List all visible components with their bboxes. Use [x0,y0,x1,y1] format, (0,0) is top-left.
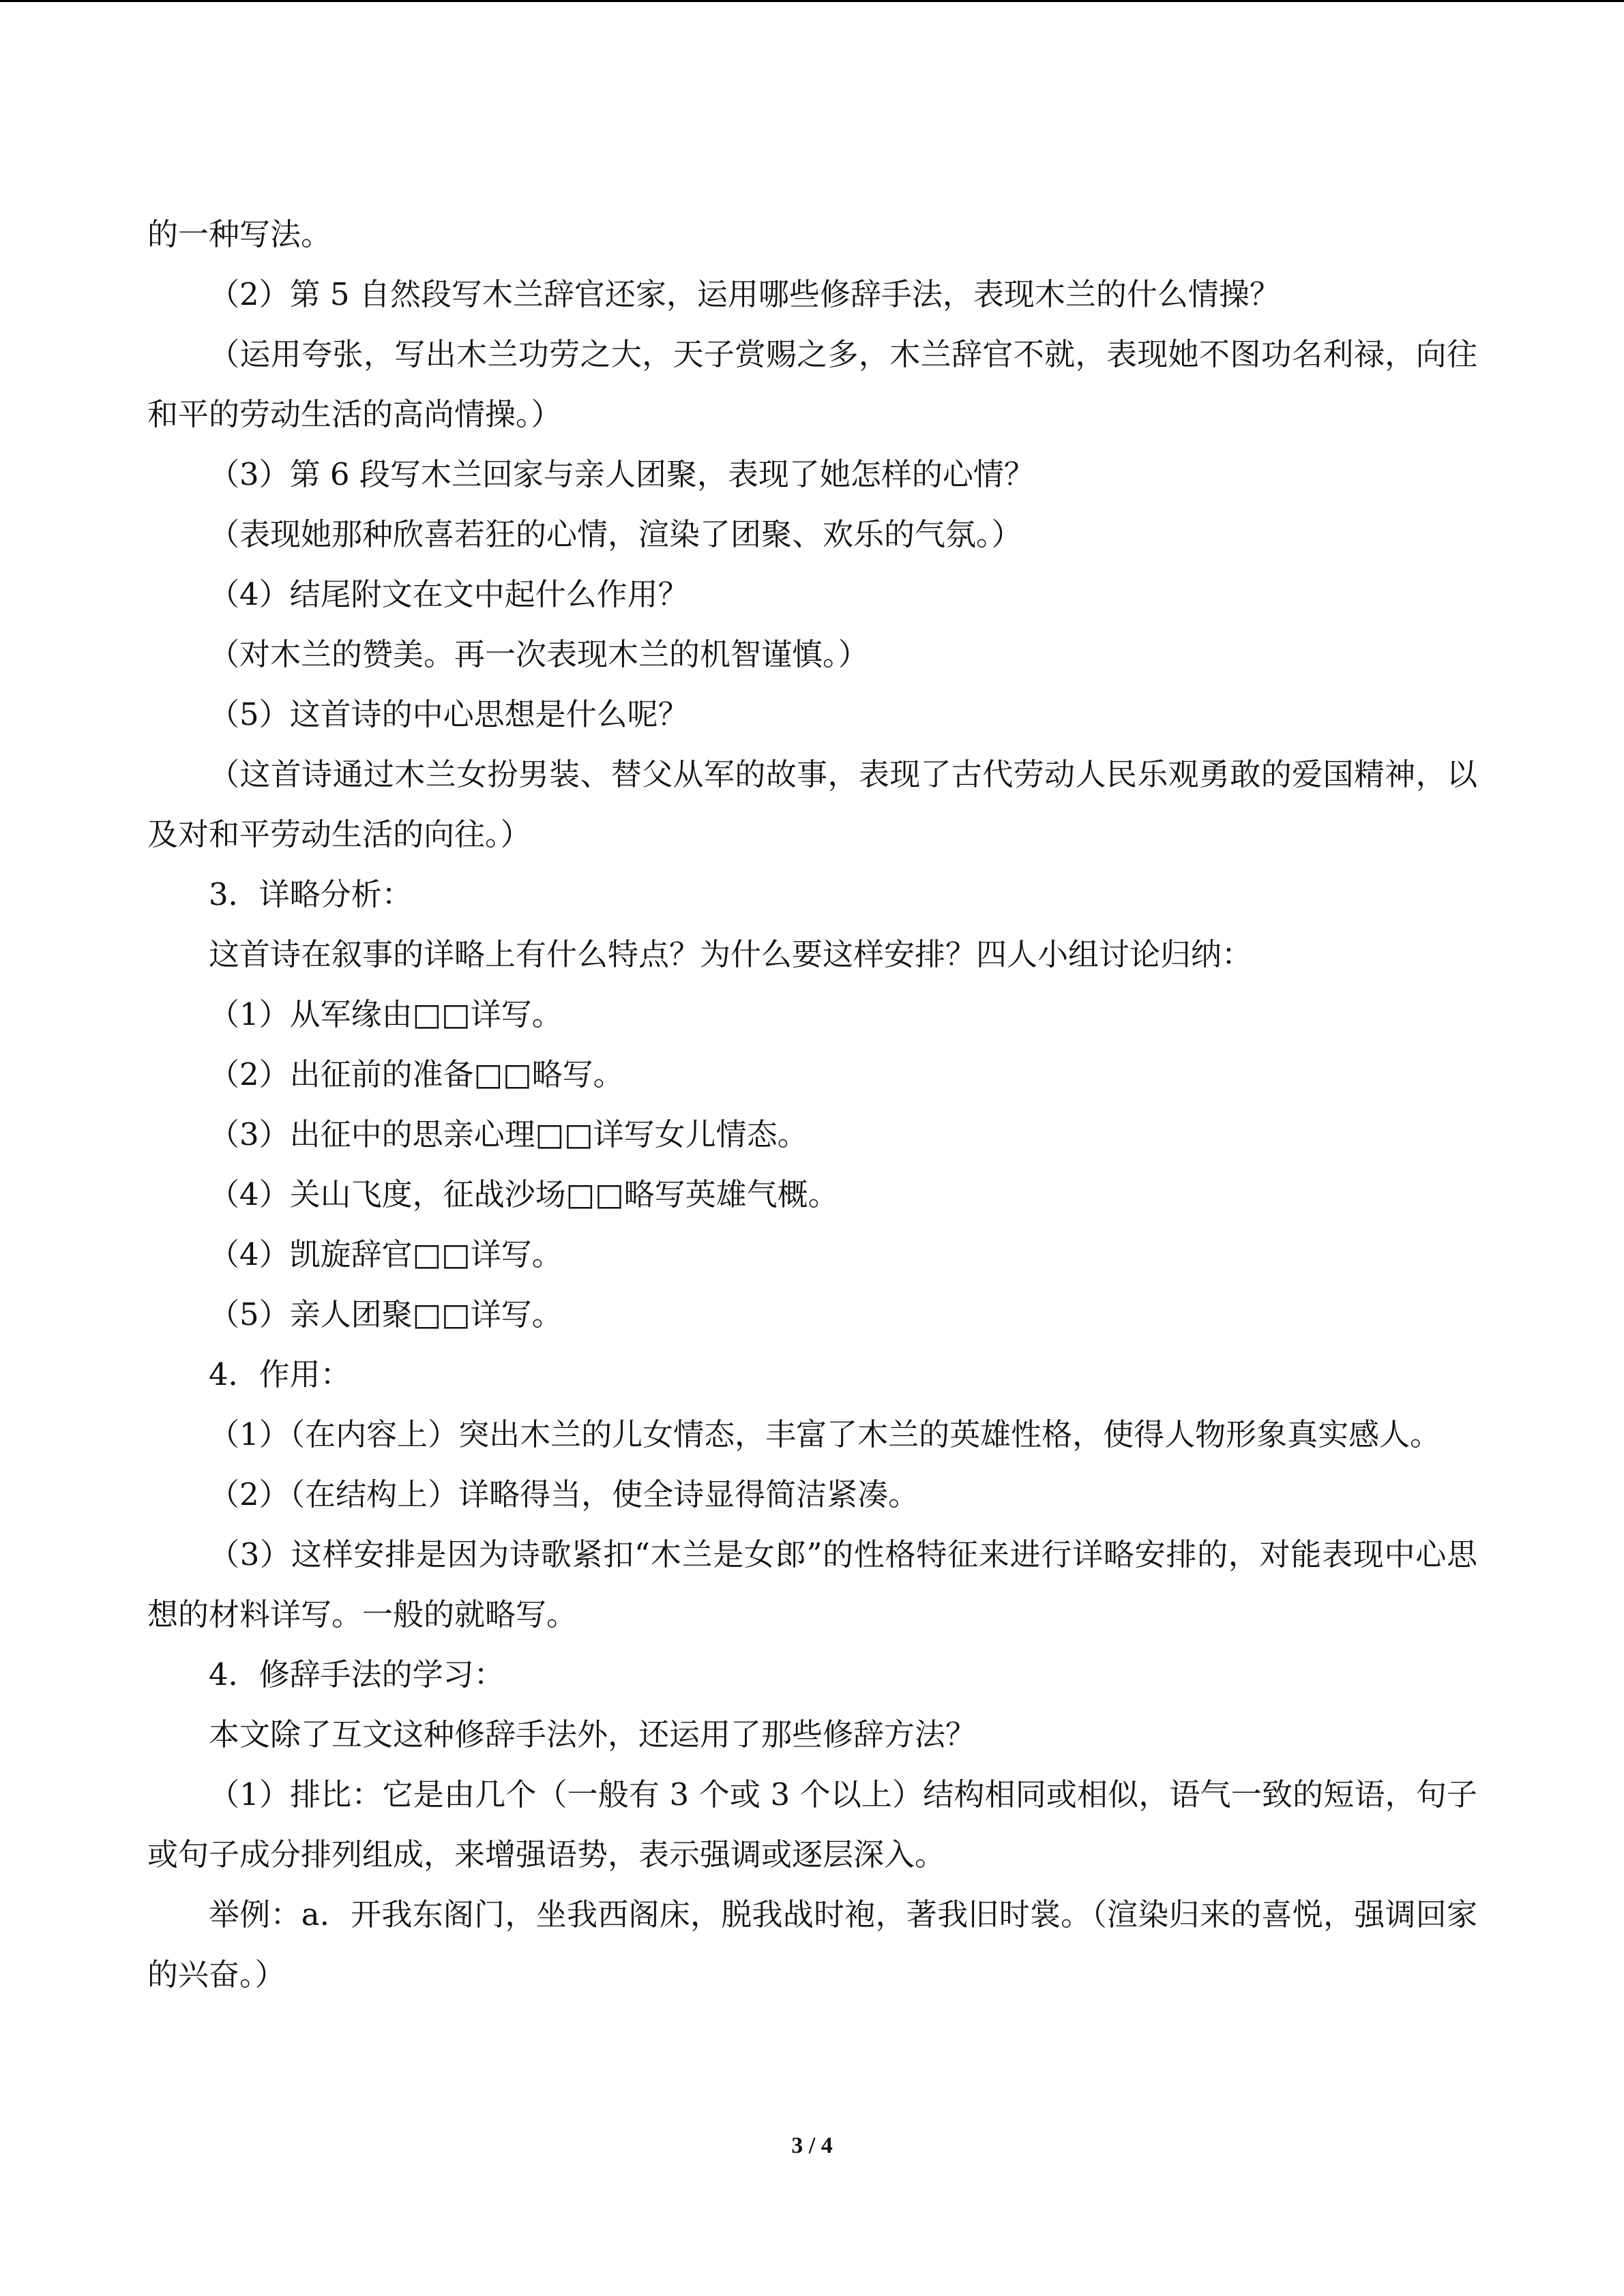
page-top-border [0,0,1624,2]
page-number: 3 / 4 [791,2133,833,2158]
section-heading: 4．修辞手法的学习： [209,1656,505,1693]
paragraph: （4）结尾附文在文中起什么作用？ [209,576,689,612]
paragraph: 这首诗在叙事的详略上有什么特点？为什么要这样安排？四人小组讨论归纳： [209,936,1253,972]
list-item: （3）出征中的思亲心理□□详写女儿情态。 [209,1116,808,1152]
section-heading: 3．详略分析： [209,876,413,912]
list-item: （2）出征前的准备□□略写。 [209,1056,624,1092]
paragraph: （5）这首诗的中心思想是什么呢？ [209,696,689,732]
paragraph: 的一种写法。 [147,216,332,252]
list-item: （4）凯旋辞官□□详写。 [209,1236,563,1272]
document-body [147,205,1477,2005]
paragraph: （对木兰的赞美。再一次表现木兰的机智谨慎。） [209,636,869,672]
paragraph: 本文除了互文这种修辞手法外，还运用了那些修辞方法？ [209,1716,977,1753]
paragraph: （表现她那种欣喜若狂的心情，渲染了团聚、欢乐的气氛。） [209,516,1022,552]
list-item: （2）（在结构上）详略得当，使全诗显得简洁紧凑。 [209,1476,919,1512]
list-item: （5）亲人团聚□□详写。 [209,1296,563,1332]
list-item: （1）排比：它是由几个（一般有 3 个或 3 个以上）结构相同或相似，语气一致的短语，句子或句子成分排列组成，来增强语势，表示强调或逐层深入。 [147,1776,1477,1873]
paragraph: （运用夸张，写出木兰功劳之大，天子赏赐之多，木兰辞官不就，表现她不图功名利禄，向往和平的劳动生活的高尚情操。） [147,336,1477,432]
list-item: （1）（在内容上）突出木兰的儿女情态，丰富了木兰的英雄性格，使得人物形象真实感人。 [209,1416,1441,1452]
section-heading: 4．作用： [209,1356,351,1392]
list-item: （3）这样安排是因为诗歌紧扣“木兰是女郎”的性格特征来进行详略安排的，对能表现中心思想的材料详写。一般的就略写。 [147,1536,1477,1632]
paragraph: （这首诗通过木兰女扮男装、替父从军的故事，表现了古代劳动人民乐观勇敢的爱国精神，以及对和平劳动生活的向往。） [147,756,1477,852]
paragraph: （3）第 6 段写木兰回家与亲人团聚，表现了她怎样的心情？ [209,456,1035,492]
list-item: （1）从军缘由□□详写。 [209,996,563,1032]
paragraph: （2）第 5 自然段写木兰辞官还家，运用哪些修辞手法，表现木兰的什么情操？ [209,276,1280,312]
paragraph: 举例：a．开我东阁门，坐我西阁床，脱我战时袍，著我旧时裳。（渲染归来的喜悦，强调回家的兴奋。） [147,1896,1477,1993]
list-item: （4）关山飞度，征战沙场□□略写英雄气概。 [209,1176,839,1212]
